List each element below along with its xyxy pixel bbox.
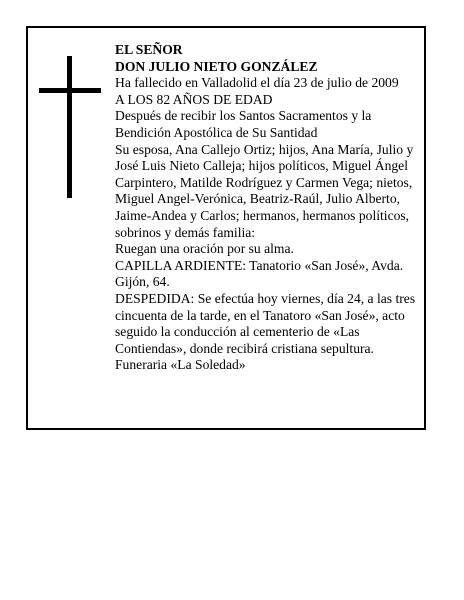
obituary-notice <box>26 26 426 430</box>
funeral-home: Funeraria «La Soledad» <box>115 357 246 373</box>
age-line: A LOS 82 AÑOS DE EDAD <box>115 91 273 107</box>
family-list: Su esposa, Ana Callejo Ortiz; hijos, Ana María, Julio y José Luis Nieto Calleja; hijos políticos, Miguel Ángel Carpintero, Matilde Rodríguez y Carmen Vega; nietos, Miguel Angel-Verónica, Beatriz-Raúl, Julio Alberto, Jaime-Andea y Carlos; hermanos, hermanos políticos, sobrinos y demás familia: <box>115 141 414 240</box>
prayer-request: Ruegan una oración por su alma. <box>115 241 294 257</box>
sacraments-line: Después de recibir los Santos Sacramentos y la Bendición Apostólica de Su Santidad <box>115 108 372 140</box>
cross-vertical-bar <box>67 56 72 198</box>
death-line: Ha fallecido en Valladolid el día 23 de julio de 2009 <box>115 75 399 91</box>
honorific: EL SEÑOR <box>115 42 183 57</box>
farewell-info: DESPEDIDA: Se efectúa hoy viernes, día 24, a las tres cincuenta de la tarde, en el Tanatoro «San José», acto seguido la conducción al cementerio de «Las Contiendas», donde recibirá cristiana sepultura. <box>115 290 416 356</box>
chapel-info: CAPILLA ARDIENTE: Tanatorio «San José», Avda. Gijón, 64. <box>115 257 404 290</box>
obituary-text <box>115 42 420 374</box>
cross-horizontal-bar <box>39 88 101 93</box>
deceased-name: DON JULIO NIETO GONZÁLEZ <box>115 58 318 74</box>
